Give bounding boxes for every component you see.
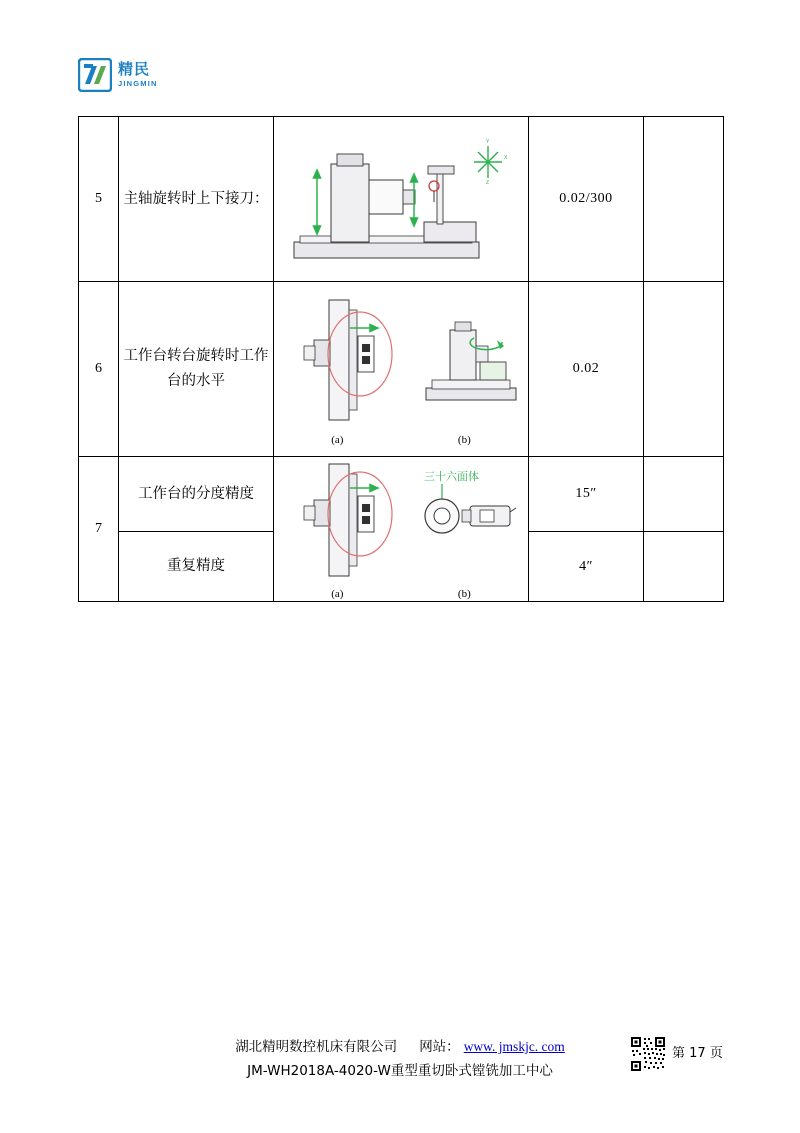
figure-caption-b: (b) xyxy=(457,588,471,600)
jingmin-logo-icon xyxy=(78,58,112,92)
page-prefix: 第 xyxy=(672,1046,686,1061)
row-actual xyxy=(644,282,724,457)
website-label: 网站： xyxy=(419,1039,460,1055)
logo-text-cn: 精民 xyxy=(118,61,151,79)
page-suffix: 页 xyxy=(709,1046,723,1061)
row-number: 6 xyxy=(79,282,119,457)
page-number-block xyxy=(672,1042,723,1061)
inspection-spec-table xyxy=(78,116,724,602)
svg-text:Y: Y xyxy=(486,139,490,145)
svg-text:三十六面体: 三十六面体 xyxy=(424,470,479,483)
figure-caption-a: (a) xyxy=(331,434,344,446)
page-number: 17 xyxy=(689,1046,706,1061)
row-tolerance: 4″ xyxy=(529,532,644,602)
row-tolerance: 15″ xyxy=(529,457,644,532)
row-actual xyxy=(644,532,724,602)
row-item-label: 重复精度 xyxy=(119,532,274,602)
row-number: 7 xyxy=(79,457,119,602)
row-item-label: 工作台转台旋转时工作台的水平 xyxy=(119,282,274,457)
company-logo xyxy=(78,58,158,92)
table-row xyxy=(79,457,724,532)
website-link[interactable]: www. jmskjc. com xyxy=(463,1039,565,1054)
figure-caption-b: (b) xyxy=(457,434,471,446)
svg-text:Z: Z xyxy=(486,180,490,186)
machine-model: JM-WH2018A-4020-W重型重切卧式镗铣加工中心 xyxy=(247,1063,553,1079)
row-actual xyxy=(644,457,724,532)
row-actual xyxy=(644,117,724,282)
row-figure xyxy=(274,457,529,602)
spindle-rotation-tool-contact-diagram xyxy=(274,124,528,274)
figure-caption-a: (a) xyxy=(331,588,344,600)
row-tolerance: 0.02 xyxy=(529,282,644,457)
table-row xyxy=(79,117,724,282)
row-number: 5 xyxy=(79,117,119,282)
row-figure xyxy=(274,282,529,457)
table-row xyxy=(79,282,724,457)
logo-text-en: JINGMIN xyxy=(118,79,158,89)
rotary-table-level-diagram xyxy=(274,292,528,446)
company-name: 湖北精明数控机床有限公司 xyxy=(235,1039,398,1055)
row-item-label: 工作台的分度精度 xyxy=(119,457,274,532)
row-figure xyxy=(274,117,529,282)
row-tolerance: 0.02/300 xyxy=(529,117,644,282)
qr-code-icon xyxy=(630,1036,666,1072)
row-item-label: 主轴旋转时上下接刀： xyxy=(119,117,274,282)
table-indexing-accuracy-diagram xyxy=(274,458,528,600)
svg-text:X: X xyxy=(504,155,508,161)
